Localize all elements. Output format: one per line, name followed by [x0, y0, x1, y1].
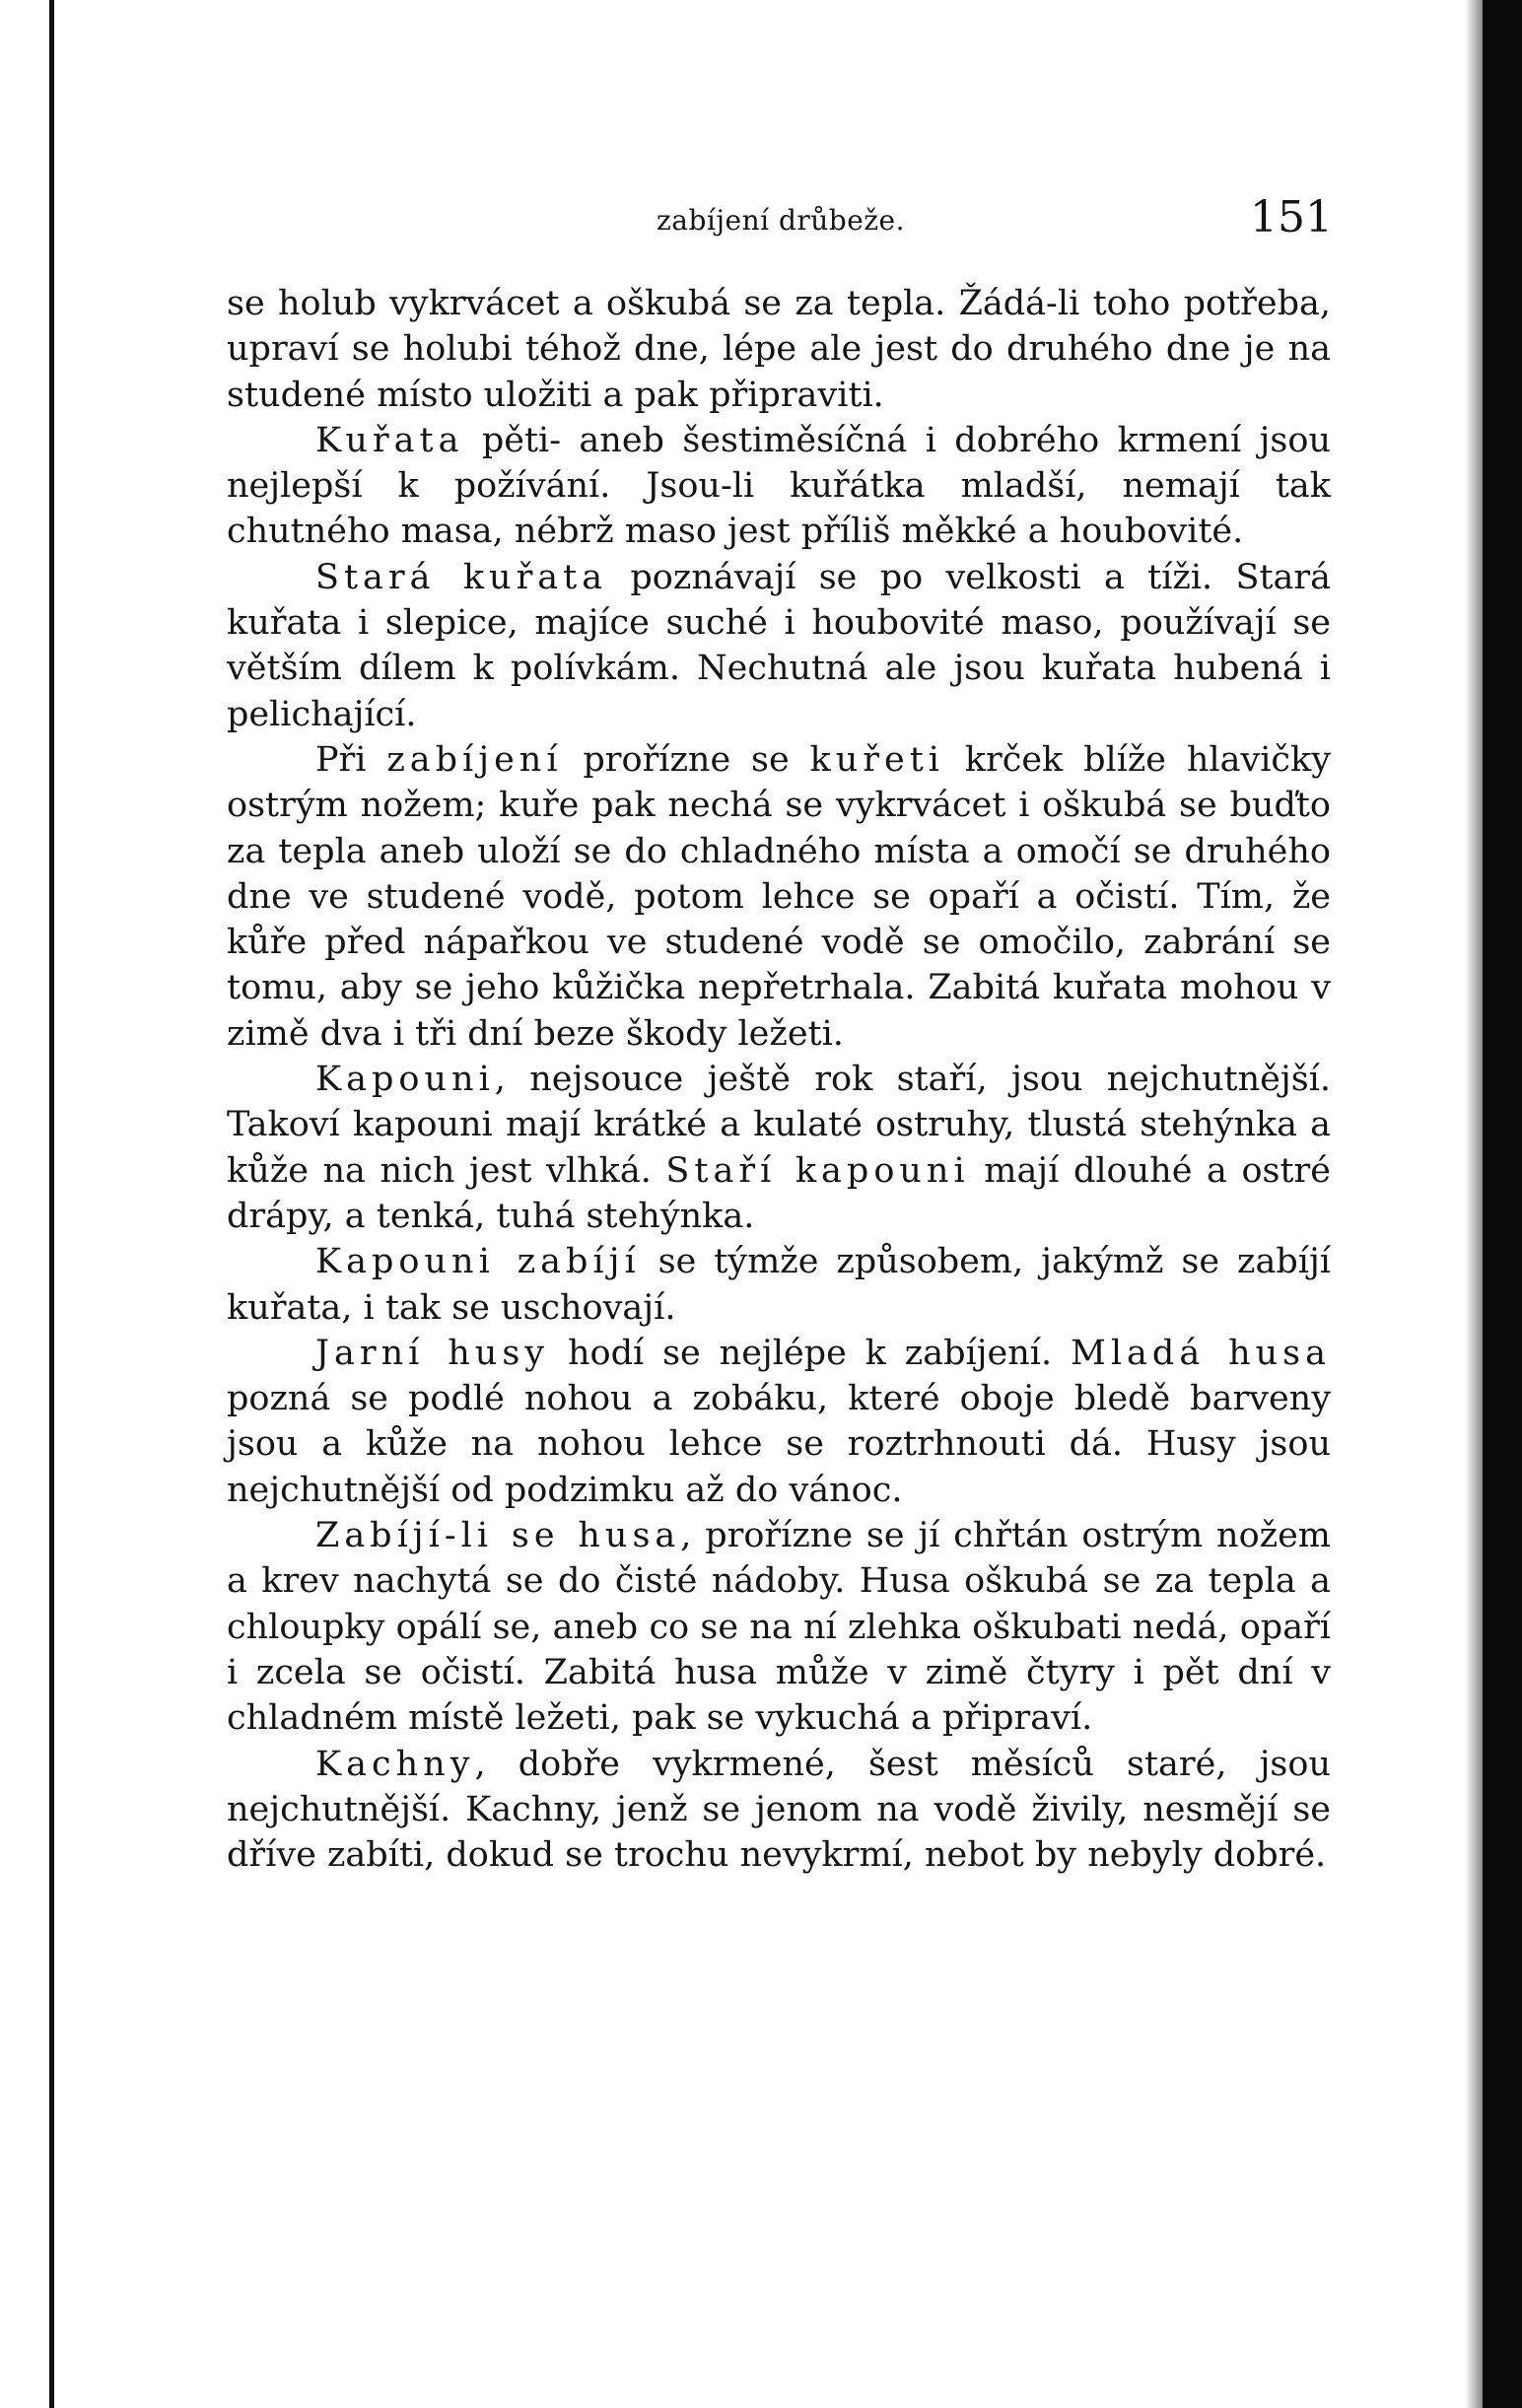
spaced-term-2: Mladá husa — [1071, 1333, 1331, 1373]
paragraph-text: pěti- aneb šestiměsíčná i dobrého krmení jsou nejlepší k požívání. Jsou-li kuřátka mladší, nemají tak chutného masa, nébrž maso jest příliš měkké a houbovité. — [227, 420, 1331, 552]
paragraph-text-2: mají dlouhé a ostré drápy, a tenká, tuhá stehýnka. — [227, 1150, 1331, 1236]
paragraph-lead: Při — [315, 739, 387, 780]
binding-line — [49, 0, 54, 2408]
paragraph-text: se holub vykrvácet a oškubá se za tepla. Žádá-li toho potřeba, upraví se holubi téhož dne, lépe ale jest do druhého dne je na studené místo uložiti a pak připraviti. — [227, 284, 1331, 415]
paragraph-text: , prořízne se jí chřtán ostrým nožem a krev nachytá se do čisté nádoby. Husa oškubá se za tepla a chloupky opálí se, aneb co se na ní zlehka oškubati nedá, opaří i zcela se očistí. Zabitá husa může v zimě čtyry i pět dní v chladném místě ležeti, pak se vykuchá a připraví. — [227, 1516, 1331, 1739]
paragraph-5 — [227, 1057, 1331, 1239]
page-content — [227, 192, 1331, 1878]
paragraph-9 — [227, 1742, 1331, 1879]
paragraph-text: se týmže způsobem, jakýmž se zabíjí kuřata, i tak se uschovají. — [227, 1242, 1331, 1328]
paragraph-8 — [227, 1513, 1331, 1741]
paragraph-text: poznávají se po velkosti a tíži. Stará kuřata i slepice, majíce suché i houbovité maso, používají se větším dílem k polívkám. Nechutná ale jsou kuřata hubená i pelichající. — [227, 557, 1331, 734]
paragraph-3 — [227, 555, 1331, 737]
spaced-term: zabíjení — [386, 739, 563, 780]
spaced-term: Kapouni — [315, 1060, 495, 1100]
spaced-term: Kapouni zabíjí — [315, 1242, 641, 1282]
spaced-term: Stará kuřata — [315, 557, 608, 597]
paragraph-mid: proříznе se — [562, 739, 810, 780]
page-number: 151 — [1250, 192, 1333, 242]
paragraph-4 — [227, 737, 1331, 1057]
paragraph-text-2: pozná se podlé nohou a zobáku, které oboje bledě barveny jsou a kůže na nohou lehce se roztrhnouti dá. Husy jsou nejchutnější od podzimku až do vánoc. — [227, 1379, 1331, 1510]
paragraph-text: krček blíže hlavičky ostrým nožem; kuře pak nechá se vykrvácet i oškubá se buďto za tepla aneb uloží se do chladného místa a omočí se druhého dne ve studené vodě, potom lehce se opaří a očistí. Tím, že kůře před nápařkou ve studené vodě se omočilo, zabrání se tomu, aby se jeho kůžička nepřetrhala. Zabitá kuřata mohou v zimě dva i tři dní beze škody ležeti. — [227, 739, 1332, 1054]
paragraph-6 — [227, 1239, 1331, 1331]
running-head — [227, 192, 1331, 241]
spaced-term: Kachny — [315, 1744, 475, 1784]
paragraph-text: hodí se nejlépe k zabíjení. — [549, 1333, 1072, 1373]
spaced-term: Zabíjí-li se husa — [315, 1516, 681, 1556]
spaced-term-2: Staří kapouni — [665, 1150, 970, 1191]
paragraph-1 — [227, 281, 1331, 418]
paragraph-text: , nejsouce ještě rok staří, jsou nejchutnější. Takoví kapouni mají krátké a kulaté ostruhy, tlustá stehýnka a kůže na nich jest vlhká. — [227, 1060, 1331, 1191]
paragraph-7 — [227, 1331, 1331, 1513]
running-head-title: zabíjení drůbeže. — [657, 204, 906, 237]
paragraph-text: , dobře vykrmené, šest měsíců staré, jsou nejchutnější. Kachny, jenž se jenom na vodě živily, nesmějí se dříve zabíti, dokud se trochu nevykrmí, nebot by nebyly dobré. — [227, 1744, 1331, 1876]
book-spine — [1483, 0, 1522, 2408]
spaced-term-2: kuřeti — [809, 739, 944, 780]
paragraph-2 — [227, 418, 1331, 555]
spaced-term: Jarní husy — [315, 1333, 550, 1373]
spaced-term: Kuřata — [315, 420, 464, 460]
spine-shadow — [1465, 0, 1483, 2408]
page-margin-edge — [0, 0, 47, 2408]
